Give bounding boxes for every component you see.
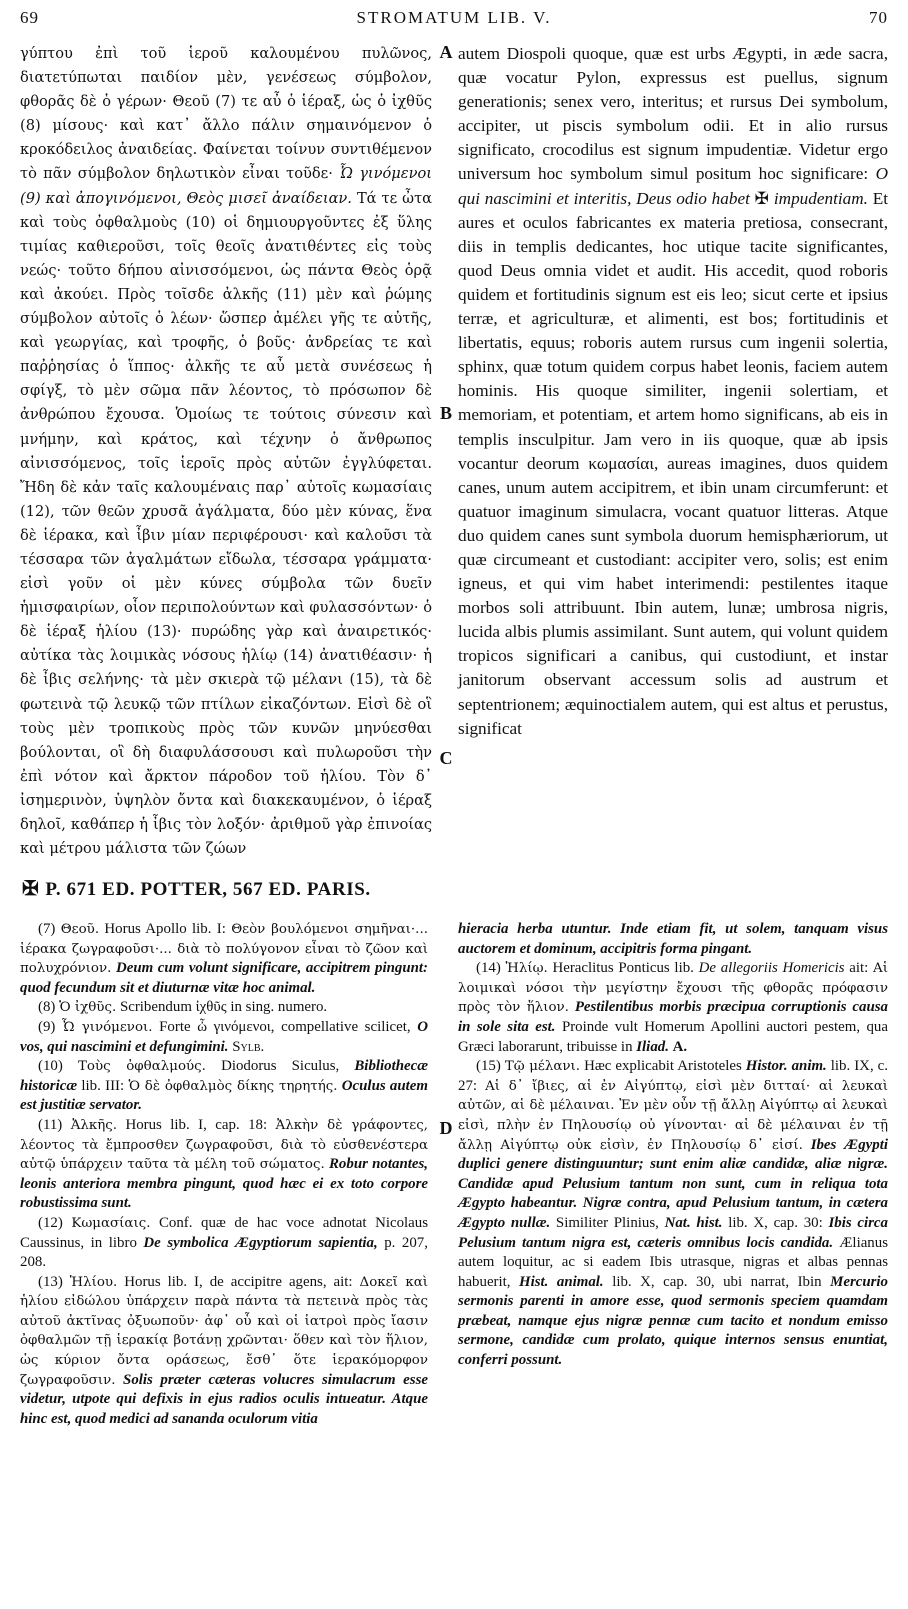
- greek-paragraph: [20, 42, 432, 861]
- footnote-13: (13) Ἡλίου. Horus lib. I, de accipitre agens, ait: Δοκεῖ καὶ ἡλίου εἰδώλου ὑπάρχειν παρὰ πάντα τὰ πετεινὰ πρὸς τὰς αὐτοῦ ἀκτῖνας ὀξυωποῦν· ἀφ᾽ οὗ καὶ οἱ ἰατροὶ πρὸς ἴασιν ὀφθαλμῶν τῇ ἱερακίᾳ βοτάνῃ χρῶνται· ὅθεν καὶ τὸν ἥλιον, ὡς κύριον ὄντα οράσεως, ἔσθ᾽ ὅτε ἱερακόμορφον ζωγραφοῦσιν. Solis præter cæteras volucres simulacrum esse videtur, utpote qui defixis in ejus radios oculis intueatur. Atque hinc est, quod medici ad sananda oculorum vitia: [20, 1273, 429, 1427]
- footnote-11: (11) Ἀλκῆς. Horus lib. I, cap. 18: Ἀλκὴν δὲ γράφοντες, λέοντος τὰ ἔμπροσθεν ζωγραφοῦσι, διὰ τὸ εὐσθενέστερα αὐτῷ ὑπάρχειν ταῦτα τὰ μέλη τοῦ σώματος. Robur notantes, leonis anteriora membra pingunt, quod hæc ei ex toto corpore robustissima sunt.: [20, 1116, 428, 1212]
- greek-text-part2: Τά τε ὦτα καὶ τοὺς ὀφθαλμοὺς (10) οἱ δημιουργοῦντες ἐξ ὕλης τιμίας καθιεροῦσι, τοῖς θεοῖς ἀνατιθέντες εἰς τοὺς νεώς· τοῦτο δήπου αἰνισσόμενοι, ὡς πάντα Θεὸς ὁρᾷ καὶ ἀκούει. Πρὸς τοῖσδε ἀλκῆς (11) μὲν καὶ ῥώμης σύμβολον αὐτοῖς ὁ λέων· ὥσπερ ἀμέλει γῆς τε αὐτῆς, καὶ γεωργίας, καὶ τροφῆς, ὁ βοῦς· ἀνδρείας τε καὶ παῤῥησίας ὁ ἵππος· ἀλκῆς τε αὖ μετὰ συνέσεως ἡ σφίγξ, τὸ μὲν σῶμα πᾶν λέοντος, τὸ πρόσωπον δὲ ἀνθρώπου ἔχουσα. Ὁμοίως τε τούτοις σύνεσιν καὶ μνήμην, καὶ κράτος, καὶ τέχνην ὁ ἄνθρωπος αἰνισσόμενος, τοῖς ἱεροῖς πρὸς αὐτῶν ἐγγλύφεται. Ἤδη δὲ κἀν ταῖς καλουμέναις παρ᾽ αὐτοῖς κωμασίαις (12), τῶν θεῶν χρυσᾶ ἀγάλματα, δύο μὲν κύνας, ἕνα δὲ ἱέρακα, καὶ ἶβιν μίαν περιφέρουσι· καὶ καλοῦσι τὰ τέσσαρα τῶν ἀγαλμάτων εἴδωλα, τέσσαρα γράμματα· εἰσὶ γοῦν οἱ μὲν κύνες σύμβολα τῶν δυεῖν ἡμισφαιρίων, οἷον περιπολούντων καὶ φυλασσόντων· ὁ δὲ ἱέραξ ἡλίου (13)· πυρώδης γὰρ καὶ ἀναιρετικός· αὐτίκα τὰς λοιμικὰς νόσους ἡλίῳ (14) ἀνατιθέασιν· ἡ δὲ ἶβις σελήνης· τὰ μὲν σκιερὰ τῷ μέλανι (15), τὰ δὲ φωτεινὰ τῷ λευκῷ τῶν πτίλων εἰκαζόντων. Εἰσὶ δὲ οἳ τοὺς μὲν τροπικοὺς πρὸς τῶν κυνῶν μηνύεσθαι βούλονται, οἳ δὴ διαφυλάσσουσι καὶ πυλωροῦσι τὴν ἐπὶ νότον καὶ ἄρκτον πάροδον τοῦ ἡλίου. Τὸν δ᾽ ἰσημερινὸν, ὑψηλὸν ὄντα καὶ διακεκαυμένον, ὁ ἱέραξ δηλοῖ, καθάπερ ἡ ἶβις τὸν λοξόν· ἀριθμοῦ γὰρ ἐπινοίας καὶ μέτρου μάλιστα τῶν ζώων: [20, 189, 432, 858]
- margin-marker-d: D: [439, 1118, 453, 1138]
- margin-marker-c: C: [439, 748, 453, 768]
- footnote-12: (12) Κωμασίαις. Conf. quæ de hac voce adnotat Nicolaus Caussinus, in libro De symbolica Ægyptiorum sapientia, p. 207, 208.: [20, 1214, 429, 1271]
- greek-quote: Ὦ γινόμενοι (9) καὶ ἀπογινόμενοι, Θεὸς μισεῖ ἀναίδειαν.: [20, 165, 432, 207]
- footnote-15: (15) Τῷ μέλανι. Hæc explicabit Aristoteles Histor. anim. lib. IX, c. 27: Αἱ δ᾽ ἴβιες, αἱ ἐν Αἰγύπτῳ, εἰσὶ μὲν διτταί· αἱ λευκαὶ αὐτῶν, αἱ δὲ μέλαιναι. Ἐν μὲν οὖν τῇ ἄλλῃ Αἰγύπτῳ αἱ λευκαὶ εἰσὶ, πλὴν ἐν Πηλουσίῳ οὐ γίνονται· αἱ δὲ μέλαιναι ἐν τῇ ἄλλῃ Αἰγύπτῳ οὐκ εἰσὶν, ἐν Πηλουσίῳ δ᾽ εἰσί. Ibes Ægypti duplici genere distinguuntur; sunt enim aliæ candidæ, aliæ nigræ. Candidæ apud Pelusium tantum non sunt, cum in reliqua tota Ægypto habeantur. Nigræ contra, apud Pelusium tantum, in cætera Ægypto nullæ. Similiter Plinius, Nat. hist. lib. X, cap. 30: Ibis circa Pelusium tantum nigra est, cæteris omnibus locis candida. Ælianus autem loquitur, ac si eadem Ibis utrasque, nigras et albas pennas habuerit, Hist. animal. lib. X, cap. 30, ubi narrat, Ibin Mercurio sermonis parenti in amore esse, quod sermonis speciem quamdam præbeat, namque ejus nigræ pennæ cum tacito et nondum emisso sermone, candidæ cum prolato, quique internos sensus enuntiat, conferri possunt.: [458, 1058, 889, 1369]
- cross-icon: ✠: [754, 188, 770, 208]
- latin-text-column: [458, 42, 888, 741]
- margin-marker-a: A: [439, 42, 453, 62]
- latin-quote-end: impudentiam.: [773, 188, 868, 208]
- right-page-number: 70: [869, 8, 888, 27]
- greek-text-column: [20, 42, 432, 861]
- left-page-number: 69: [20, 8, 39, 27]
- running-header: [20, 8, 888, 38]
- latin-paragraph: [458, 42, 888, 741]
- cross-icon: ✠: [22, 878, 40, 900]
- greek-text-part1: γύπτου ἐπὶ τοῦ ἱεροῦ καλουμένου πυλῶνος, διατετύπωται παιδίον μὲν, γενέσεως σύμβολον, φθορᾶς δὲ ὁ γέρων· Θεοῦ (7) τε αὖ ὁ ἱέραξ, ὡς ὁ ἰχθῦς (8) μίσους· καὶ κατ᾽ ἄλλο πάλιν σημαινόμενον ὁ κροκόδειλος ἀναιδείας. Φαίνεται τοίνυν συντιθέμενον τὸ πᾶν σύμβολον δηλωτικὸν εἶναι τοῦδε·: [20, 45, 432, 183]
- latin-text-part2: Et aures et oculos fabricantes ex materia pretiosa, consecrant, diis in templis dedicantes, hoc utique tacite significantes, quod Deus omnia videt et audit. His accedit, quod roboris quidem et fortitudinis signum est eis leo; sicut certe et ipsius terræ, et agriculturæ, et alimenti, est bos; fortitudinis et libertatis, equus; roboris autem rursus cum ingenii solertia, sphinx, quæ totum quidem corpus habet leonis, faciem autem hominis. His quoque similiter, ingenii solertiam, et memoriam, et potentiam, et artem homo significans, ab eis in templis insculpitur. Jam vero in iis quoque, quæ ab ipsis vocantur deorum κωμασίαι, aureas imagines, duos quidem canes, unum autem accipitrem, et ibin unam circumferunt: et quatuor imaginum simulacra, vocant quatuor litteras. Atque duo quidem canes sunt symbola duorum hemisphæriorum, ut quæ circumeant et custodiant: accipiter vero, solis; est enim igneus, et qui vim habet interimendi: pestilentes itaque morbos soli attribuunt. Ibin autem, lunæ; umbrosa nigris, lucida albis plumis assimilant. Sunt autem, qui volunt quidem tropicos significari a canibus, qui custodiunt, et instar janitorum observant accessum solis ad austrum et septentrionem; æquinoctialem autem, qui est altus et perustus, significat: [458, 188, 889, 738]
- edition-reference: [22, 876, 371, 901]
- footnote-13-continued: hieracia herba utuntur. Inde etiam fit, ut solem, tanquam visus auctorem et dominum, accipitris forma pingant.: [458, 921, 888, 957]
- footnote-10: (10) Τοὺς ὀφθαλμούς. Diodorus Siculus, Bibliothecæ historicæ lib. III: Ὁ δὲ ὀφθαλμὸς δίκης τηρητής. Oculus autem est justitiæ servator.: [20, 1058, 428, 1114]
- footnote-8: (8) Ὁ ἰχθῦς. Scribendum ἰχθῦς in sing. numero.: [38, 999, 328, 1016]
- footnote-7: (7) Θεοῦ. Horus Apollo lib. I: Θεὸν βουλόμενοι σημῆναι·... ἱέρακα ζωγραφοῦσι·... διὰ τὸ πολύγονον εἶναι τὸ ζῶον καὶ πολυχρόνιον. Deum cum volunt significare, accipitrem pingunt: quod fecundum sit et diuturnæ vitæ hoc animal.: [20, 921, 428, 996]
- running-title: STROMATUM LIB. V.: [356, 8, 552, 27]
- footnote-14: (14) Ἡλίῳ. Heraclitus Ponticus lib. De allegoriis Homericis ait: Αἱ λοιμικαὶ νόσοι τὴν μεγίστην ἔχουσι τῆς φθορᾶς πρόφασιν πρὸς τὸν ἥλιον. Pestilentibus morbis præcipua corruptionis causa in sole sita est. Proinde vult Homerum Apollini auctori pestem, qua Græci laborarunt, tribuisse in Iliad. A.: [458, 960, 888, 1055]
- footnotes-left-column: [20, 920, 428, 1429]
- latin-quote: O qui nascimini et interitis, Deus odio habet: [458, 164, 889, 208]
- latin-text-part1: autem Diospoli quoque, quæ est urbs Ægypti, in æde sacra, quæ vocatur Pylon, expressus est puellus, signum generationis; senex vero, interitus; et rursus Dei symbolum, accipiter, ut piscis symbolum odii. Et in alio rursus significato, crocodilus est signum impudentiæ. Videtur ergo universum hoc symbolum simul positum hoc significare:: [458, 44, 888, 184]
- footnote-9: (9) Ὦ γινόμενοι. Forte ὦ γινόμενοι, compellative scilicet, O vos, qui nascimini et defungimini. Sylb.: [20, 1018, 428, 1055]
- edition-reference-text: P. 671 ED. POTTER, 567 ED. PARIS.: [45, 879, 371, 900]
- footnotes-right-column: [458, 920, 888, 1371]
- margin-marker-b: B: [439, 403, 452, 423]
